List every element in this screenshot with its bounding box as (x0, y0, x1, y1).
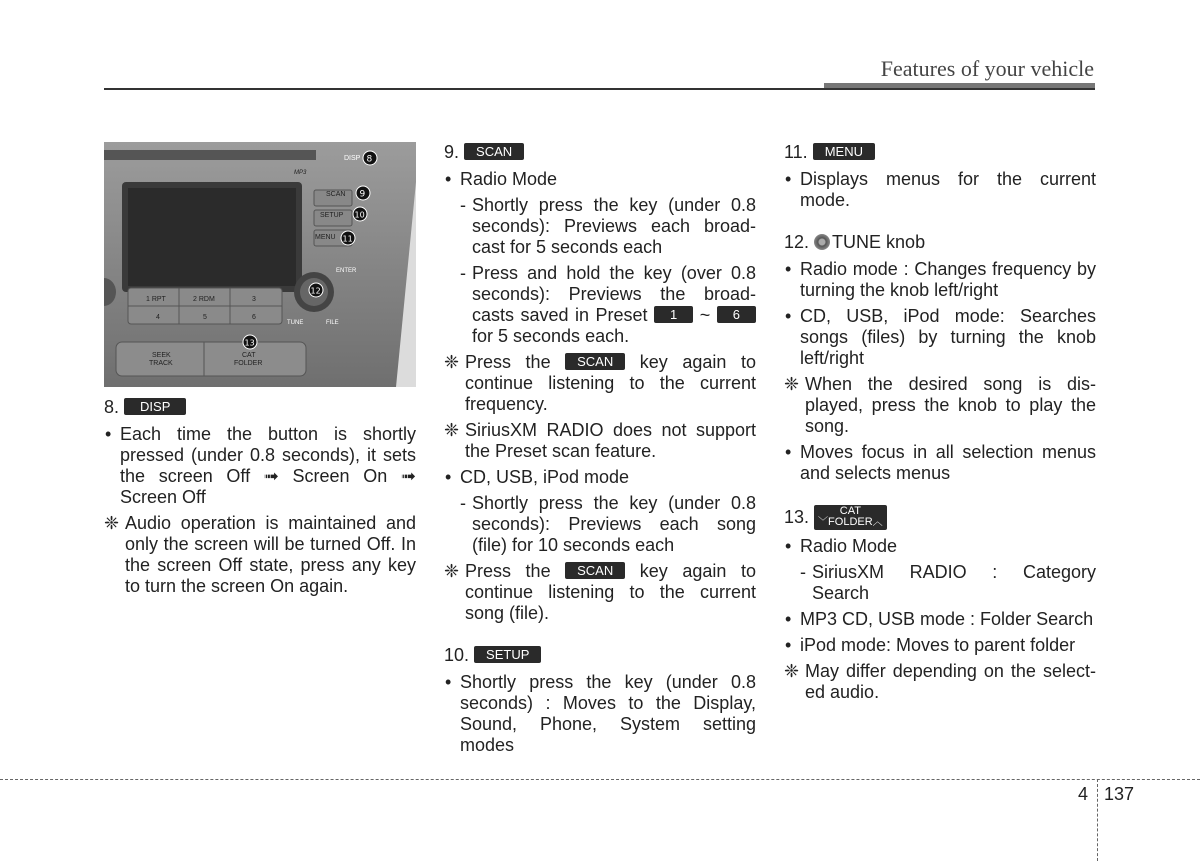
menu-key-badge: MENU (813, 143, 875, 160)
header-rule (104, 88, 1095, 90)
scan-key-badge: SCAN (464, 143, 524, 160)
disp-bullet: • Each time the button is shortly pressed (under 0.8 seconds), it sets the screen Off ➟ Screen On ➟ Screen Off (104, 424, 416, 508)
preset-6-key-badge: 6 (717, 306, 756, 323)
tune-knob-icon (814, 234, 830, 250)
disp-note: ❈ Audio operation is maintained and only the screen will be turned Off. In the screen Off state, press any key to turn the screen On again. (104, 513, 416, 596)
chapter-number: 4 (1078, 784, 1089, 804)
setup-key-badge: SETUP (474, 646, 541, 663)
section-12-heading: 12. TUNE knob (784, 232, 926, 252)
audio-unit-illustration (104, 142, 416, 387)
tune-bullet-3: • Moves focus in all selection menus and selects menus (784, 442, 1096, 484)
cat-bullet-1: • Radio Mode (784, 536, 1096, 557)
track-label: TRACK (149, 360, 173, 367)
note-mark-icon: ❈ (784, 661, 800, 681)
chevron-down-icon: ﹀ (818, 517, 829, 528)
scan-sub-cd: - Shortly press the key (under 0.8 seconds): Previews each song (file) for 10 seconds each (460, 493, 756, 555)
scan-sub-hold: - Press and hold the key (over 0.8 seconds): Previews the broad-casts saved in Preset 1 ~ 6 for 5 seconds each. (460, 263, 756, 346)
preset-1-key-badge: 1 (654, 306, 693, 323)
note-mark-icon: ❈ (784, 374, 800, 394)
page-number: 137 (1104, 784, 1135, 804)
cat-note: ❈ May differ depending on the select-ed audio. (784, 661, 1096, 702)
callout-10: 10 (354, 210, 365, 220)
column-1 (104, 397, 416, 602)
radio-mode-bullet: • Radio Mode (444, 169, 756, 190)
scan-note-1: ❈ Press the SCAN key again to continue listening to the current frequency. (444, 352, 756, 414)
callout-13: 13 (244, 338, 255, 348)
scan-button-label: SCAN (326, 191, 346, 198)
preset-4-label: 4 (156, 314, 160, 321)
scan-key-badge-inline: SCAN (565, 353, 625, 370)
page-header-title: Features of your vehicle (880, 56, 1094, 81)
seek-label: SEEK (152, 352, 171, 359)
scan-note-2: ❈ SiriusXM RADIO does not support the Preset scan feature. (444, 420, 756, 461)
enter-label: ENTER (336, 268, 357, 274)
callout-9: 9 (359, 189, 366, 200)
scan-note-3: ❈ Press the SCAN key again to continue listening to the current song (file). (444, 561, 756, 623)
callout-12: 12 (310, 286, 321, 296)
disp-key-badge: DISP (124, 398, 186, 415)
footer-divider (1097, 779, 1098, 861)
mp3-logo: MP3 (294, 170, 307, 176)
scan-key-badge-inline-2: SCAN (565, 562, 625, 579)
preset-5-label: 5 (203, 314, 207, 321)
footer-rule (0, 779, 1200, 780)
setup-button-label: SETUP (320, 212, 344, 219)
callout-8: 8 (366, 154, 373, 165)
cat-sub-1: - SiriusXM RADIO : Category Search (800, 562, 1096, 603)
note-mark-icon: ❈ (444, 561, 460, 581)
section-9-heading: 9. SCAN (444, 142, 756, 163)
preset-6-label: 6 (252, 314, 256, 321)
tune-label: TUNE (287, 320, 304, 326)
menu-bullet: • Displays menus for the current mode. (784, 169, 1096, 211)
section-8-heading: 8. DISP (104, 397, 416, 418)
disp-button-label: DISP (344, 155, 361, 162)
column-3 (784, 142, 1096, 708)
scan-sub-short: - Shortly press the key (under 0.8 seconds): Previews each broad-cast for 5 seconds each (460, 195, 756, 257)
section-10-heading: 10. SETUP (444, 645, 756, 666)
folder-label: FOLDER (234, 360, 263, 367)
note-mark-icon: ❈ (444, 352, 460, 372)
setup-bullet: • Shortly press the key (under 0.8 seconds) : Moves to the Display, Sound, Phone, System setting modes (444, 672, 756, 756)
column-2 (444, 142, 756, 761)
section-13-heading: 13. CAT ﹀FOLDER︿ (784, 505, 1096, 530)
tune-bullet-2: • CD, USB, iPod mode: Searches songs (files) by turning the knob left/right (784, 306, 1096, 369)
section-11-heading: 11. MENU (784, 142, 1096, 163)
preset-1-label: 1 RPT (146, 296, 166, 303)
callout-11: 11 (342, 234, 353, 244)
note-mark-icon: ❈ (444, 420, 460, 440)
cat-bullet-3: • iPod mode: Moves to parent folder (784, 635, 1096, 656)
cd-mode-bullet: • CD, USB, iPod mode (444, 467, 756, 488)
cat-folder-key-badge: CAT ﹀FOLDER︿ (814, 505, 887, 530)
tune-note: ❈ When the desired song is dis-played, press the knob to play the song. (784, 374, 1096, 436)
chevron-up-icon: ︿ (872, 517, 883, 528)
menu-button-label: MENU (315, 234, 336, 241)
note-mark-icon: ❈ (104, 513, 120, 533)
tune-bullet-1: • Radio mode : Changes frequency by turning the knob left/right (784, 259, 1096, 301)
cat-bullet-2: • MP3 CD, USB mode : Folder Search (784, 609, 1096, 630)
file-label: FILE (326, 320, 339, 326)
cat-label: CAT (242, 352, 256, 359)
preset-3-label: 3 (252, 296, 256, 303)
preset-2-label: 2 RDM (193, 296, 215, 303)
